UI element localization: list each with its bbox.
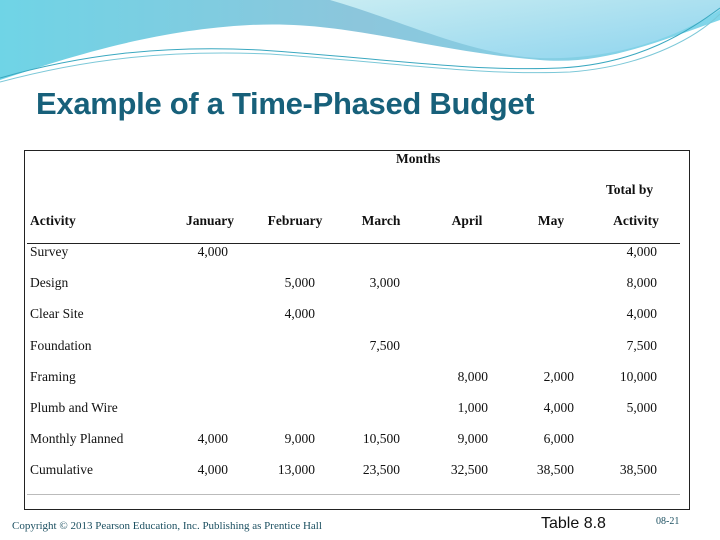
slide-title: Example of a Time-Phased Budget: [36, 86, 535, 121]
table-cell: 4,000: [197, 244, 228, 259]
table-cell: 7,500: [626, 337, 657, 353]
bottom-divider: [27, 494, 680, 495]
table-cell: 38,500: [536, 462, 574, 478]
activity-name: Survey: [30, 244, 69, 259]
table-cell: 13,000: [277, 462, 315, 478]
table-cell: 9,000: [457, 431, 488, 447]
column-header: Activity: [30, 213, 76, 228]
activity-name: Clear Site: [30, 306, 84, 322]
table-cell: 10,500: [362, 431, 400, 447]
total-header-line1: Total by: [606, 182, 654, 197]
column-header: January: [185, 213, 234, 228]
copyright-text: Copyright © 2013 Pearson Education, Inc. Publishing as Prentice Hall: [12, 520, 322, 532]
table-cell: 10,000: [619, 368, 657, 384]
table-cell: 8,000: [626, 275, 657, 291]
table-cell: 5,000: [284, 275, 315, 291]
activity-name: Foundation: [30, 337, 92, 353]
page-number: 08-21: [656, 516, 680, 527]
table-cell: 4,000: [197, 462, 228, 478]
table-cell: 23,500: [362, 462, 400, 478]
table-cell: 7,500: [369, 337, 400, 353]
column-header: April: [451, 213, 483, 228]
budget-table: [24, 150, 690, 510]
column-header: March: [361, 213, 401, 228]
months-group-header: Months: [396, 151, 441, 166]
column-header: Activity: [613, 213, 659, 228]
activity-name: Plumb and Wire: [30, 400, 118, 415]
table-cell: 32,500: [450, 462, 488, 478]
table-cell: 9,000: [284, 431, 315, 447]
table-reference: Table 8.8: [541, 515, 606, 532]
table-cell: 4,000: [626, 306, 657, 322]
activity-name: Monthly Planned: [30, 431, 124, 447]
activity-name: Framing: [30, 368, 76, 384]
table-cell: 4,000: [197, 431, 228, 447]
column-header: February: [267, 213, 323, 228]
table-cell: 5,000: [626, 400, 657, 415]
activity-name: Design: [30, 275, 69, 291]
table-cell: 6,000: [543, 431, 574, 447]
decorative-wave-header: [0, 0, 720, 90]
table-cell: 2,000: [543, 368, 574, 384]
table-cell: 38,500: [619, 462, 657, 478]
table-cell: 8,000: [457, 368, 488, 384]
column-header: May: [537, 213, 565, 228]
table-cell: 4,000: [626, 244, 657, 259]
table-cell: 1,000: [457, 400, 488, 415]
table-cell: 4,000: [543, 400, 574, 415]
activity-name: Cumulative: [30, 462, 93, 478]
table-cell: 3,000: [369, 275, 400, 291]
table-cell: 4,000: [284, 306, 315, 322]
